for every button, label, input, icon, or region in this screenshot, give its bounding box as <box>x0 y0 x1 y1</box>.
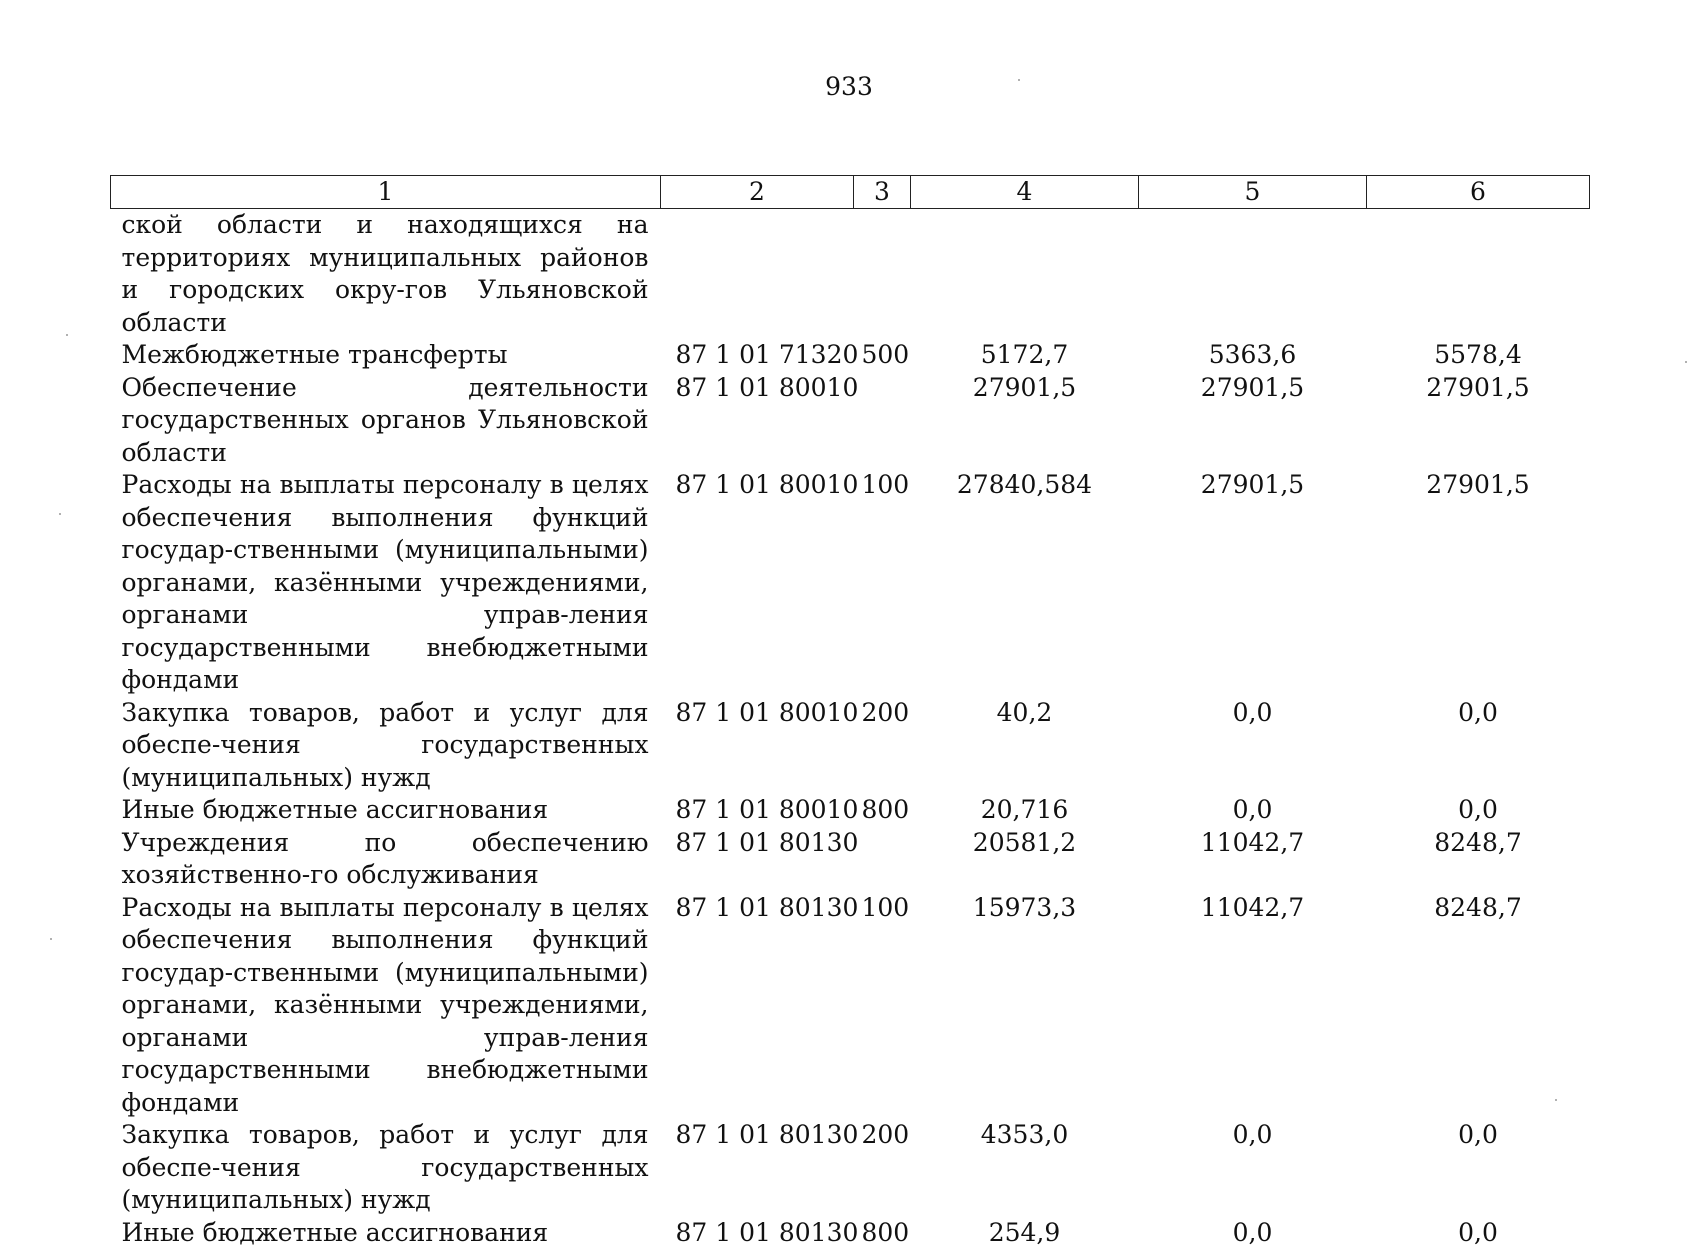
column-header: 5 <box>1139 176 1367 209</box>
row-value-1-cell: 40,2 <box>911 697 1139 795</box>
row-value-1-cell: 5172,7 <box>911 339 1139 372</box>
row-code-cell: 87 1 01 80130 <box>661 1119 854 1217</box>
row-value-1-cell: 15973,3 <box>911 892 1139 1120</box>
page-number: 933 <box>0 72 1698 102</box>
row-value-3-cell: 8248,7 <box>1367 892 1590 1120</box>
scan-speck <box>1685 361 1687 363</box>
table-row <box>111 1217 1590 1249</box>
budget-table <box>110 175 1590 1249</box>
row-value-2-cell: 0,0 <box>1139 697 1367 795</box>
column-header: 6 <box>1367 176 1590 209</box>
row-code-cell: 87 1 01 80010 <box>661 372 854 470</box>
row-kvr-cell: 500 <box>854 339 911 372</box>
row-value-1-cell: 27840,584 <box>911 469 1139 697</box>
row-value-1-cell <box>911 209 1139 340</box>
table-row <box>111 339 1590 372</box>
table-row <box>111 372 1590 470</box>
row-code-cell: 87 1 01 80130 <box>661 827 854 892</box>
row-name-cell: Закупка товаров, работ и услуг для обеспе-чения государственных (муниципальных) нужд <box>111 697 661 795</box>
column-header: 3 <box>854 176 911 209</box>
scan-speck <box>50 938 52 940</box>
row-value-2-cell: 5363,6 <box>1139 339 1367 372</box>
row-code-cell: 87 1 01 80010 <box>661 794 854 827</box>
row-value-1-cell: 20,716 <box>911 794 1139 827</box>
row-value-3-cell: 0,0 <box>1367 794 1590 827</box>
row-code-cell: 87 1 01 71320 <box>661 339 854 372</box>
table-row <box>111 892 1590 1120</box>
row-value-3-cell: 0,0 <box>1367 697 1590 795</box>
row-value-3-cell: 0,0 <box>1367 1217 1590 1249</box>
row-name-cell: Межбюджетные трансферты <box>111 339 661 372</box>
row-value-3-cell <box>1367 209 1590 340</box>
header-row <box>111 176 1590 209</box>
row-value-2-cell <box>1139 209 1367 340</box>
row-kvr-cell: 100 <box>854 469 911 697</box>
row-kvr-cell <box>854 372 911 470</box>
table-row <box>111 469 1590 697</box>
column-header: 4 <box>911 176 1139 209</box>
row-value-1-cell: 20581,2 <box>911 827 1139 892</box>
row-value-2-cell: 0,0 <box>1139 1119 1367 1217</box>
row-name-cell: Обеспечение деятельности государственных органов Ульяновской области <box>111 372 661 470</box>
row-kvr-cell <box>854 209 911 340</box>
row-value-1-cell: 27901,5 <box>911 372 1139 470</box>
table-row <box>111 697 1590 795</box>
table-row <box>111 209 1590 340</box>
row-name-cell: Закупка товаров, работ и услуг для обеспе-чения государственных (муниципальных) нужд <box>111 1119 661 1217</box>
scan-speck <box>1018 79 1020 81</box>
row-value-2-cell: 11042,7 <box>1139 827 1367 892</box>
row-value-2-cell: 0,0 <box>1139 1217 1367 1249</box>
row-name-cell: Иные бюджетные ассигнования <box>111 1217 661 1249</box>
scan-speck <box>1555 1099 1557 1101</box>
row-code-cell: 87 1 01 80010 <box>661 469 854 697</box>
row-kvr-cell <box>854 827 911 892</box>
row-value-3-cell: 27901,5 <box>1367 372 1590 470</box>
row-value-2-cell: 11042,7 <box>1139 892 1367 1120</box>
table-body <box>111 209 1590 1249</box>
row-value-1-cell: 4353,0 <box>911 1119 1139 1217</box>
table-row <box>111 827 1590 892</box>
row-kvr-cell: 200 <box>854 697 911 795</box>
row-value-2-cell: 27901,5 <box>1139 372 1367 470</box>
scan-speck <box>66 334 68 336</box>
row-value-2-cell: 0,0 <box>1139 794 1367 827</box>
row-code-cell: 87 1 01 80010 <box>661 697 854 795</box>
row-value-1-cell: 254,9 <box>911 1217 1139 1249</box>
row-name-cell: Иные бюджетные ассигнования <box>111 794 661 827</box>
row-code-cell: 87 1 01 80130 <box>661 1217 854 1249</box>
row-value-3-cell: 5578,4 <box>1367 339 1590 372</box>
row-name-cell: Учреждения по обеспечению хозяйственно-го обслуживания <box>111 827 661 892</box>
row-name-cell: ской области и находящихся на территориях муниципальных районов и городских окру-гов Ульяновской области <box>111 209 661 340</box>
row-value-2-cell: 27901,5 <box>1139 469 1367 697</box>
row-name-cell: Расходы на выплаты персоналу в целях обеспечения выполнения функций государ-ственными (муниципальными) органами, казёнными учреждениями, органами управ-ления государственными внебюджетными фондами <box>111 469 661 697</box>
row-kvr-cell: 800 <box>854 794 911 827</box>
row-value-3-cell: 0,0 <box>1367 1119 1590 1217</box>
column-header: 1 <box>111 176 661 209</box>
table-row <box>111 1119 1590 1217</box>
row-value-3-cell: 27901,5 <box>1367 469 1590 697</box>
row-kvr-cell: 200 <box>854 1119 911 1217</box>
row-kvr-cell: 100 <box>854 892 911 1120</box>
column-header: 2 <box>661 176 854 209</box>
row-value-3-cell: 8248,7 <box>1367 827 1590 892</box>
row-kvr-cell: 800 <box>854 1217 911 1249</box>
row-code-cell: 87 1 01 80130 <box>661 892 854 1120</box>
scan-speck <box>59 513 61 515</box>
table-header <box>111 176 1590 209</box>
row-code-cell <box>661 209 854 340</box>
row-name-cell: Расходы на выплаты персоналу в целях обеспечения выполнения функций государ-ственными (муниципальными) органами, казёнными учреждениями, органами управ-ления государственными внебюджетными фондами <box>111 892 661 1120</box>
table-row <box>111 794 1590 827</box>
